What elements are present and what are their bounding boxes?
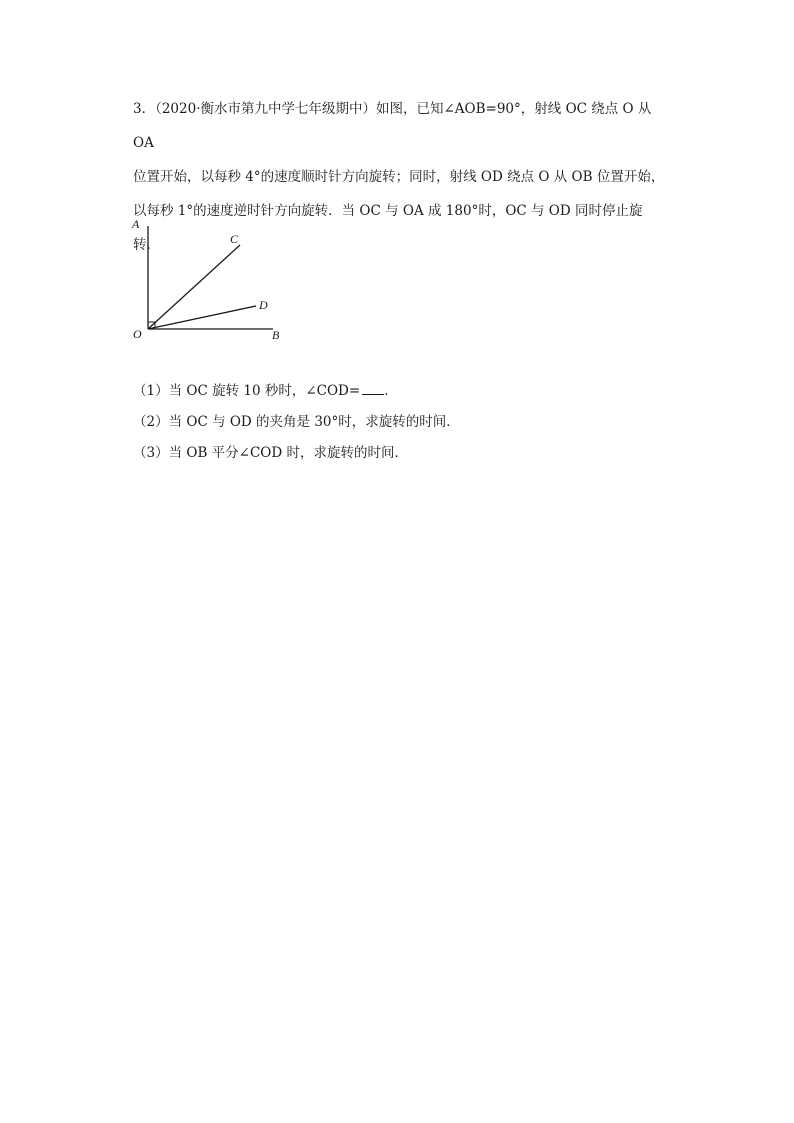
ray-oc xyxy=(148,245,240,329)
question-3: （3）当 OB 平分∠COD 时，求旋转的时间． xyxy=(133,445,408,461)
problem-line-1: 3．（2020·衡水市第九中学七年级期中）如图，已知∠AOB=90°，射线 OC 绕点 O 从 OA xyxy=(133,101,652,151)
angle-diagram xyxy=(128,214,288,344)
geometry-figure xyxy=(128,214,288,344)
problem-line-4: 转． xyxy=(133,237,160,253)
question-2: （2）当 OC 与 OD 的夹角是 30°时，求旋转的时间． xyxy=(133,414,460,430)
answer-blank xyxy=(362,382,384,395)
label-a: A xyxy=(132,217,140,231)
label-o: O xyxy=(133,327,142,341)
question-1-end: ． xyxy=(384,383,398,399)
questions xyxy=(133,376,673,469)
label-d: D xyxy=(259,298,268,312)
ray-od xyxy=(148,306,256,329)
question-1 xyxy=(133,376,673,407)
problem-line-2: 位置开始，以每秒 4°的速度顺时针方向旋转；同时，射线 OD 绕点 O 从 OB 位置开始， xyxy=(133,169,665,185)
label-b: B xyxy=(272,328,280,342)
question-1-text: （1）当 OC 旋转 10 秒时，∠COD= xyxy=(133,383,361,399)
problem-line-3: 以每秒 1°的速度逆时针方向旋转．当 OC 与 OA 成 180°时，OC 与 OD 同时停止旋 xyxy=(133,203,643,219)
label-c: C xyxy=(230,232,239,246)
